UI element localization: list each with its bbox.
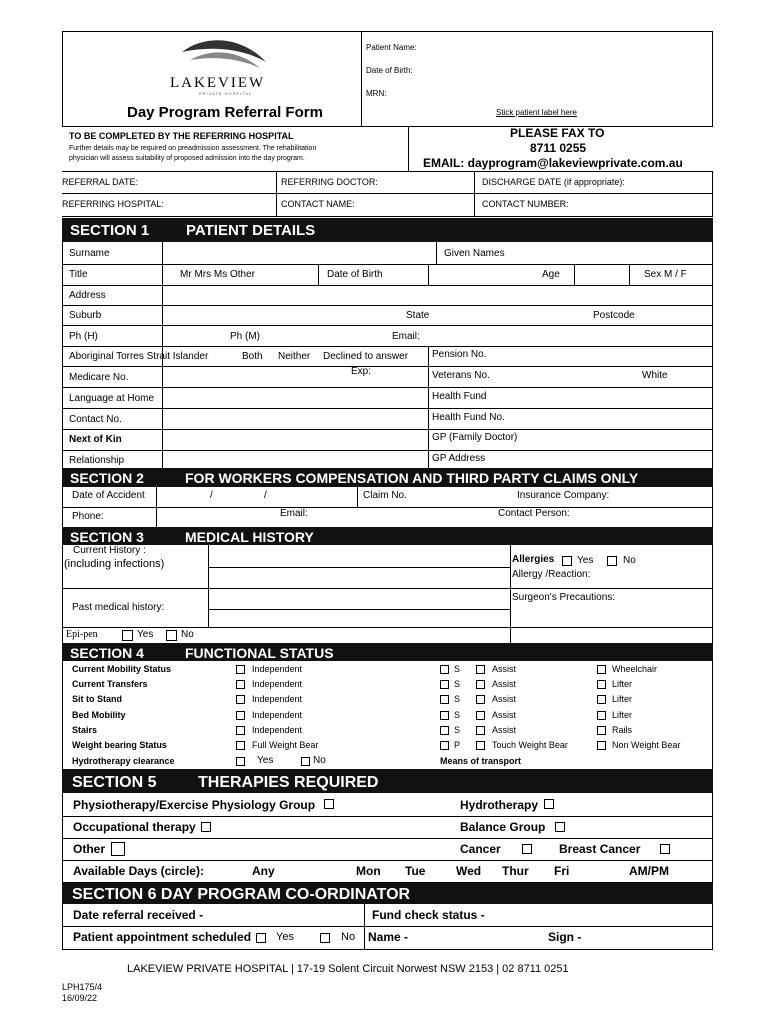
next-of-kin-label: Next of Kin [69,434,122,445]
functional-supervision-checkbox[interactable] [440,711,449,720]
functional-independent-checkbox[interactable] [236,741,245,750]
complete-line1: Further details may be required on preadmission assessment. The rehabilitation [69,145,317,152]
including-infections-label: (including infections) [64,558,165,570]
section2-number: SECTION 2 [70,470,144,486]
dob-label: Date of Birth: [366,66,413,75]
functional-independent-label: Independent [252,664,303,674]
epipen-yes-label: Yes [137,629,154,640]
functional-independent-label: Independent [252,725,303,735]
section1-title: PATIENT DETAILS [186,222,316,239]
day-ampm[interactable]: AM/PM [629,864,669,878]
functional-assist-label: Assist [492,664,517,674]
white-label: White [642,370,668,381]
contact-number-field[interactable]: CONTACT NUMBER: [482,199,569,209]
epipen-no-checkbox[interactable] [166,630,177,641]
given-names-label: Given Names [444,248,505,259]
claims-email-label: Email: [280,508,308,519]
section1-header [62,218,713,242]
logo-subtext: PRIVATE HOSPITAL [199,91,253,96]
gp-label: GP (Family Doctor) [432,432,518,443]
address-label: Address [69,290,106,301]
functional-supervision-label: S [454,710,461,720]
discharge-date-field[interactable]: DISCHARGE DATE (if appropriate): [482,177,625,187]
accident-date-slash-2: / [264,490,267,501]
functional-assist-label: Assist [492,679,517,689]
functional-assist-checkbox[interactable] [476,711,485,720]
sex-label[interactable]: Sex M / F [644,269,687,280]
neither-option[interactable]: Neither [278,351,311,362]
hydrotherapy-label: Hydrotherapy [460,798,539,812]
functional-supervision-checkbox[interactable] [440,726,449,735]
day-wed[interactable]: Wed [456,864,482,878]
hydro-yes-label: Yes [257,755,274,766]
sign-label: Sign - [548,930,582,944]
available-days-label: Available Days (circle): [73,864,204,878]
functional-independent-checkbox[interactable] [236,680,245,689]
surgeon-precautions-label: Surgeon's Precautions: [512,592,616,603]
functional-row-label: Current Mobility Status [72,664,172,674]
allergies-label: Allergies [512,554,555,565]
functional-aid-checkbox[interactable] [597,665,606,674]
balance-checkbox[interactable] [555,822,565,832]
functional-assist-label: Assist [492,725,517,735]
occupational-label: Occupational therapy [73,820,196,834]
appointment-label: Patient appointment scheduled [73,930,252,944]
hydro-no-checkbox[interactable] [301,757,310,766]
functional-supervision-checkbox[interactable] [440,665,449,674]
age-label: Age [542,269,560,280]
appointment-no-label: No [341,931,356,943]
epipen-yes-checkbox[interactable] [122,630,133,641]
day-fri[interactable]: Fri [554,864,570,878]
veterans-label: Veterans No. [432,370,490,381]
functional-aid-checkbox[interactable] [597,726,606,735]
functional-supervision-label: S [454,725,461,735]
functional-assist-label: Assist [492,710,517,720]
functional-independent-checkbox[interactable] [236,695,245,704]
phone-label: Phone: [72,511,104,522]
functional-row-label: Bed Mobility [72,710,126,720]
referring-hospital-field[interactable]: REFERRING HOSPITAL: [62,199,164,209]
functional-assist-checkbox[interactable] [476,665,485,674]
hydro-clearance-label: Hydrotherapy clearance [72,756,175,766]
functional-aid-checkbox[interactable] [597,680,606,689]
referring-doctor-field[interactable]: REFERRING DOCTOR: [281,177,378,187]
section3-title: MEDICAL HISTORY [185,529,314,545]
aboriginal-label[interactable]: Aboriginal Torres Strait Islander [69,351,209,362]
email-address: EMAIL: dayprogram@lakeviewprivate.com.au [423,156,683,170]
epipen-no-label: No [181,629,194,640]
functional-aid-checkbox[interactable] [597,711,606,720]
section4-title: FUNCTIONAL STATUS [185,645,334,661]
balance-label: Balance Group [460,820,546,834]
surname-label: Surname [69,248,110,259]
form-title: Day Program Referral Form [127,104,323,121]
functional-independent-label: Independent [252,679,303,689]
name-label: Name - [368,930,409,944]
phone-home-label: Ph (H) [69,331,98,342]
functional-aid-label: Lifter [612,694,633,704]
mrn-label: MRN: [366,89,387,98]
appointment-yes-label: Yes [276,931,294,943]
fax-title: PLEASE FAX TO [510,126,605,140]
section6-title: SECTION 6 DAY PROGRAM CO-ORDINATOR [72,886,411,903]
breast-cancer-checkbox[interactable] [660,844,670,854]
cancer-checkbox[interactable] [522,844,532,854]
functional-aid-label: Non Weight Bear [612,740,681,750]
current-history-label: Current History : [73,545,146,556]
functional-aid-label: Lifter [612,710,633,720]
referral-date-field[interactable]: REFERRAL DATE: [62,177,139,187]
section5-title: THERAPIES REQUIRED [198,774,379,791]
allergies-no-checkbox[interactable] [607,556,617,566]
functional-aid-label: Wheelchair [612,664,658,674]
declined-option[interactable]: Declined to answer [323,351,409,362]
functional-aid-checkbox[interactable] [597,741,606,750]
form-code: LPH175/4 [62,982,103,992]
means-of-transport-label: Means of transport [440,756,522,766]
health-fund-no-label: Health Fund No. [432,412,505,423]
hydro-yes-checkbox[interactable] [236,757,245,766]
functional-independent-label: Independent [252,710,303,720]
pension-label: Pension No. [432,349,487,360]
functional-supervision-checkbox[interactable] [440,695,449,704]
functional-independent-checkbox[interactable] [236,711,245,720]
section4-header [62,643,713,661]
functional-assist-checkbox[interactable] [476,726,485,735]
language-label: Language at Home [69,393,155,404]
functional-row-label: Stairs [72,725,98,735]
past-history-label: Past medical history: [72,602,165,613]
section2-header [62,468,713,487]
state-label: State [406,310,430,321]
accident-date-slash-1: / [210,490,213,501]
physio-checkbox[interactable] [324,799,334,809]
allergies-yes-checkbox[interactable] [562,556,572,566]
footer-address: LAKEVIEW PRIVATE HOSPITAL | 17-19 Solent Circuit Norwest NSW 2153 | 02 8711 0251 [127,963,569,975]
date-of-accident-label: Date of Accident [72,490,145,501]
functional-supervision-checkbox[interactable] [440,741,449,750]
epipen-label: Epi-pen [66,629,98,640]
appointment-yes-checkbox[interactable] [256,933,266,943]
exp-label: Exp: [351,366,372,377]
fund-check-label: Fund check status - [372,908,485,922]
section5-number: SECTION 5 [72,774,157,791]
functional-row-label: Weight bearing Status [72,740,167,750]
functional-assist-checkbox[interactable] [476,695,485,704]
logo-text: LAKEVIEW [170,75,266,91]
insurance-label: Insurance Company: [517,490,610,501]
allergy-reaction-label: Allergy /Reaction: [512,569,591,580]
allergies-no-label: No [623,555,636,566]
functional-aid-label: Rails [612,725,633,735]
claim-no-label: Claim No. [363,490,407,501]
medicare-label: Medicare No. [69,372,129,383]
relationship-label: Relationship [69,455,125,466]
section3-header [62,527,713,545]
other-checkbox[interactable] [111,842,125,856]
form-date: 16/09/22 [62,993,98,1003]
phone-mobile-label: Ph (M) [230,331,260,342]
functional-aid-checkbox[interactable] [597,695,606,704]
section5-header [62,769,713,793]
both-option[interactable]: Both [242,351,263,362]
appointment-no-checkbox[interactable] [320,933,330,943]
day-mon[interactable]: Mon [356,864,381,878]
other-label: Other [73,842,106,856]
section4-number: SECTION 4 [70,645,144,661]
hydrotherapy-checkbox[interactable] [544,799,554,809]
section3-number: SECTION 3 [70,529,144,545]
functional-assist-checkbox[interactable] [476,680,485,689]
lakeview-logo-icon [180,38,270,78]
functional-supervision-label: S [454,664,461,674]
functional-supervision-label: P [454,740,461,750]
functional-independent-checkbox[interactable] [236,665,245,674]
title-label: Title [69,269,88,280]
section1-number: SECTION 1 [70,222,150,239]
title-options[interactable]: Mr Mrs Ms Other [180,269,255,280]
day-any[interactable]: Any [252,864,275,878]
suburb-label: Suburb [69,310,102,321]
patient-label-area[interactable]: Stick patient label here [496,108,577,117]
functional-independent-checkbox[interactable] [236,726,245,735]
date-received-label: Date referral received - [73,908,204,922]
functional-supervision-label: S [454,694,461,704]
functional-assist-label: Touch Weight Bear [492,740,568,750]
postcode-label: Postcode [593,310,635,321]
functional-independent-label: Independent [252,694,303,704]
functional-supervision-checkbox[interactable] [440,680,449,689]
occupational-checkbox[interactable] [201,822,211,832]
email-label: Email: [392,331,420,342]
functional-row-label: Sit to Stand [72,694,122,704]
health-fund-label: Health Fund [432,391,487,402]
gp-address-label: GP Address [432,453,486,464]
complete-title: TO BE COMPLETED BY THE REFERRING HOSPITAL [69,131,294,141]
functional-independent-label: Full Weight Bear [252,740,319,750]
hydro-no-label: No [313,755,326,766]
contact-person-label: Contact Person: [498,508,570,519]
date-of-birth-label: Date of Birth [327,269,383,280]
functional-supervision-label: S [454,679,461,689]
day-thur[interactable]: Thur [502,864,529,878]
physio-label: Physiotherapy/Exercise Physiology Group [73,798,316,812]
day-tue[interactable]: Tue [405,864,426,878]
functional-assist-checkbox[interactable] [476,741,485,750]
functional-aid-label: Lifter [612,679,633,689]
section2-title: FOR WORKERS COMPENSATION AND THIRD PARTY CLAIMS ONLY [185,470,639,486]
contact-name-field[interactable]: CONTACT NAME: [281,199,355,209]
section6-header [62,883,713,904]
contact-no-label: Contact No. [69,414,122,425]
functional-row-label: Current Transfers [72,679,148,689]
patient-name-label: Patient Name: [366,43,417,52]
complete-line2: physician will assess suitability of proposed admission into the day program. [69,155,305,162]
fax-number: 8711 0255 [530,141,587,155]
cancer-label: Cancer [460,842,501,856]
functional-assist-label: Assist [492,694,517,704]
allergies-yes-label: Yes [577,555,594,566]
breast-cancer-label: Breast Cancer [559,842,641,856]
